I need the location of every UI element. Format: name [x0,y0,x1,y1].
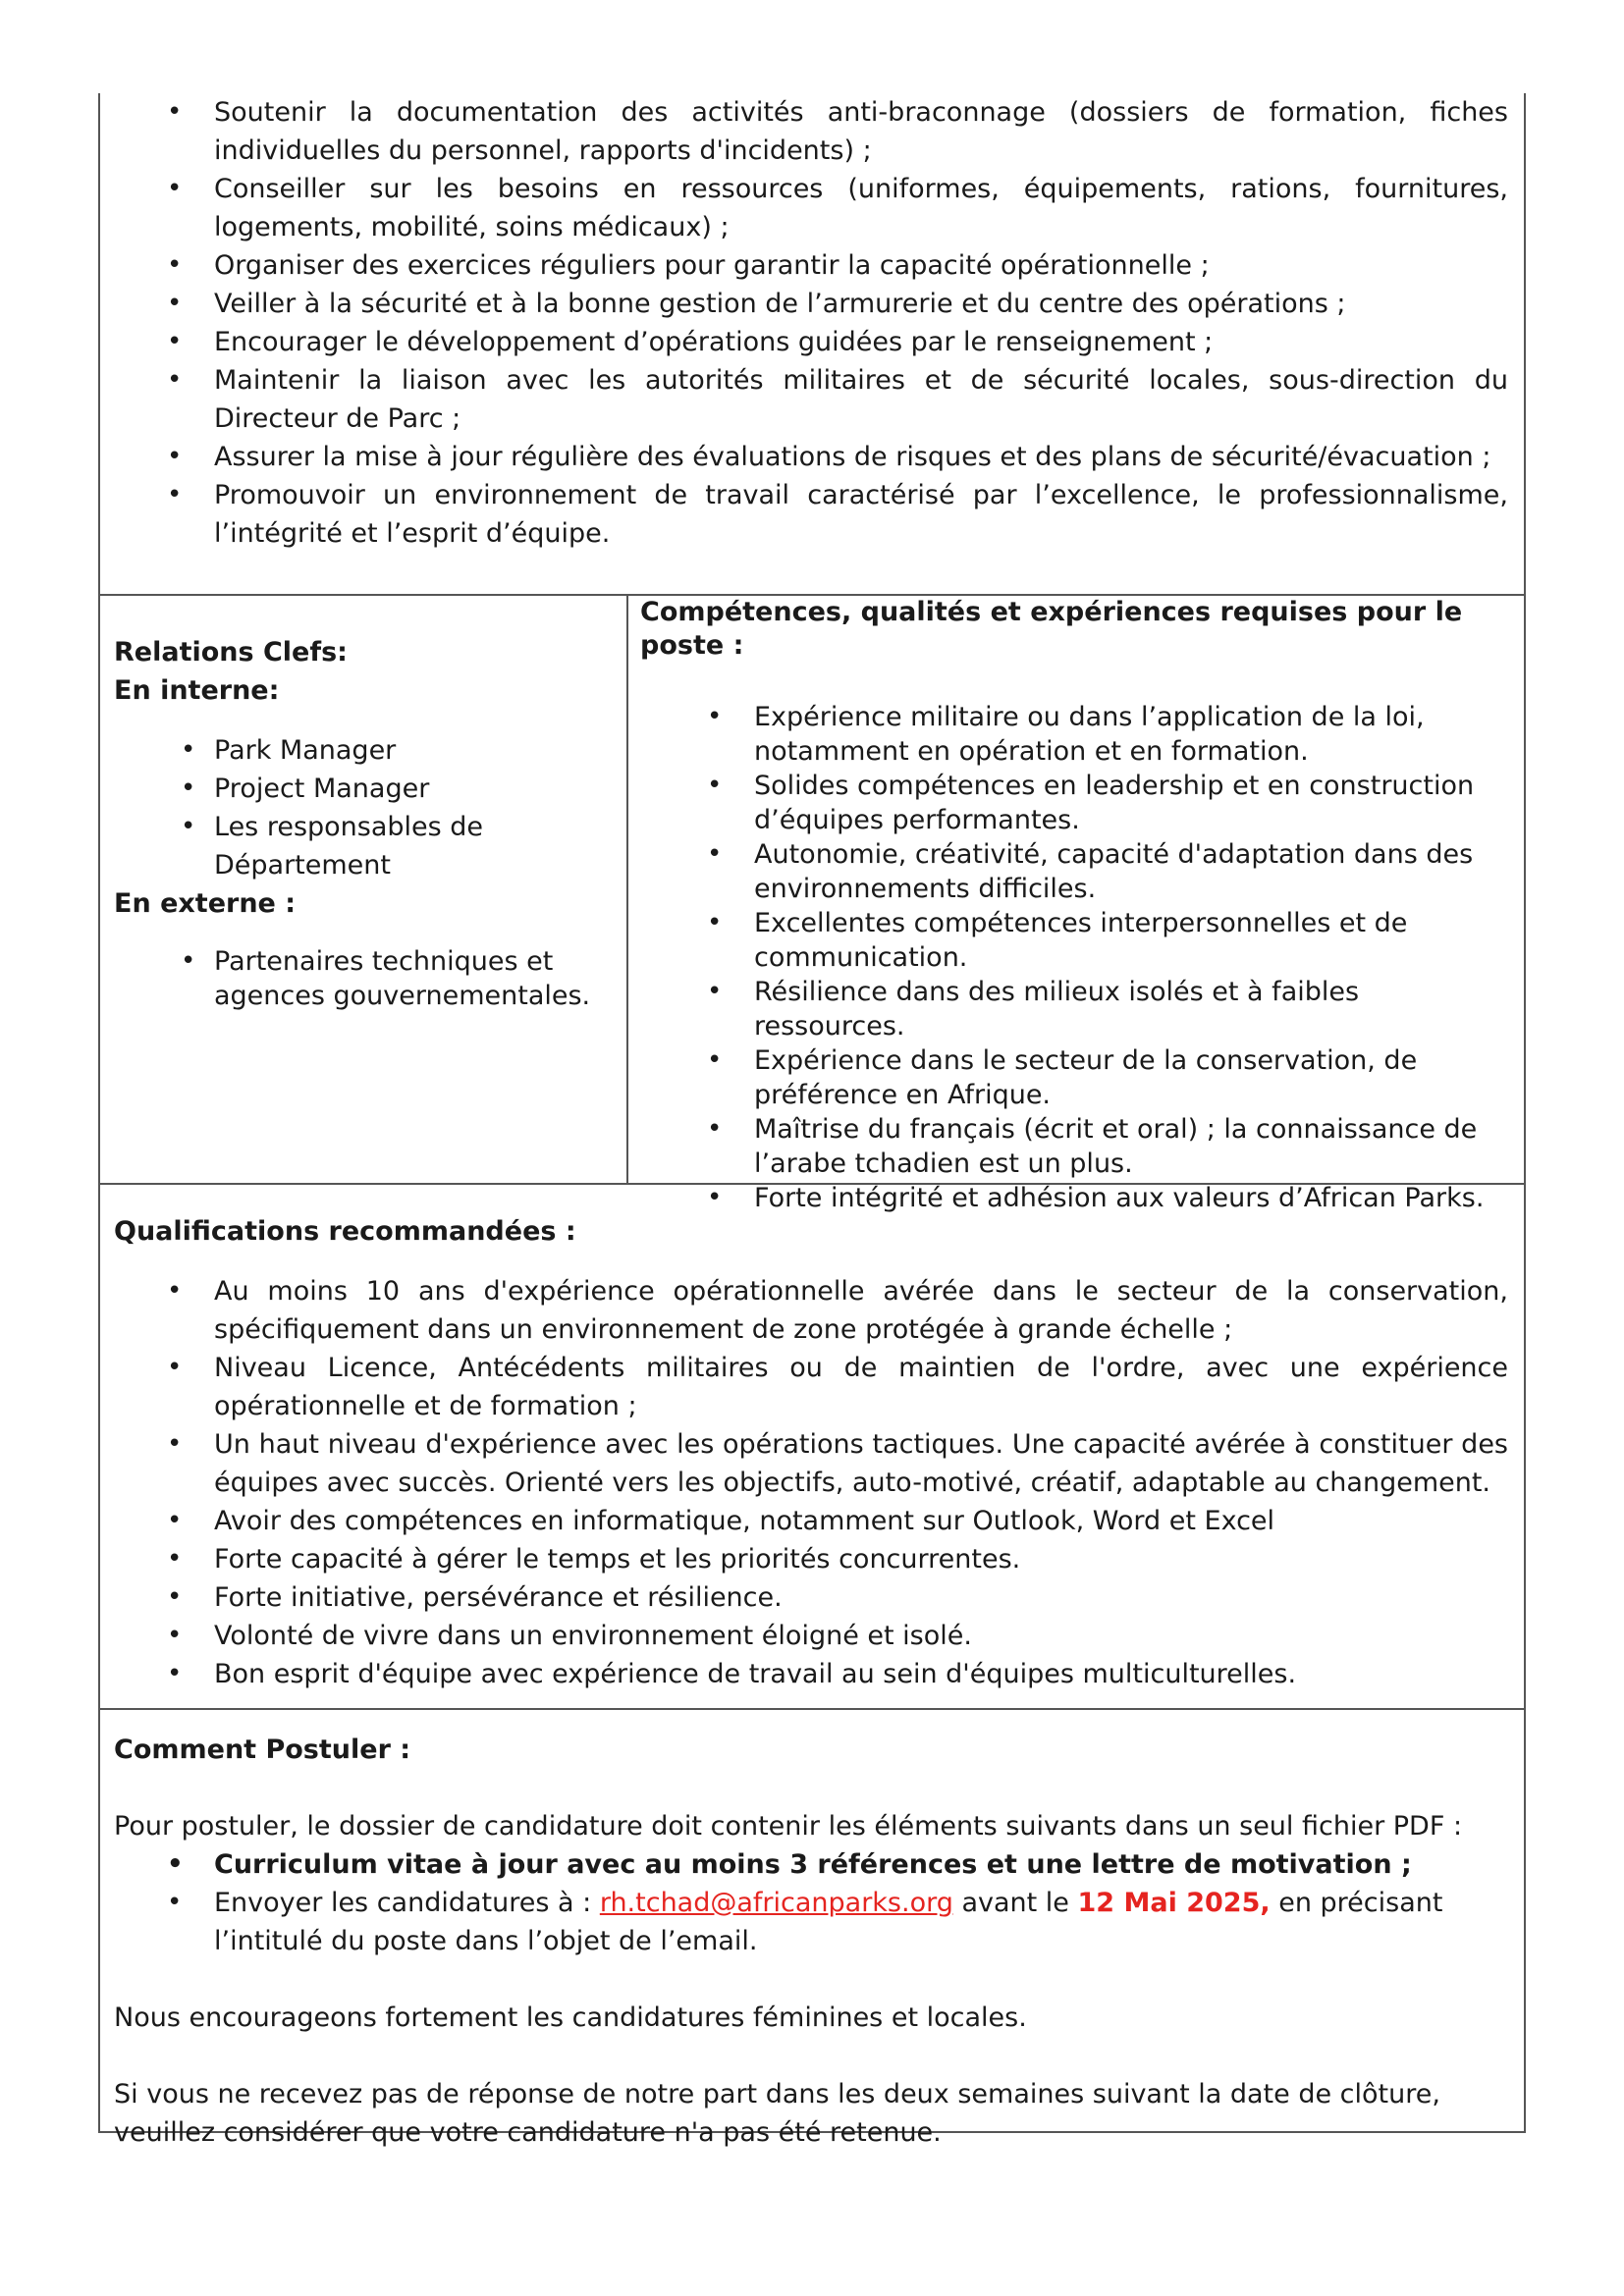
competences-list [640,700,1514,1215]
list-item: • Curriculum vitae à jour avec au moins 3 références et une lettre de motivation ; [100,1845,1508,1884]
list-item: • Project Manager [114,770,624,808]
list-item: • Veiller à la sécurité et à la bonne gestion de l’armurerie et du centre des opérations ; [100,285,1508,323]
divider [100,1183,1524,1185]
qualifications-list [100,1272,1508,1693]
list-item: • Maîtrise du français (écrit et oral) ; la connaissance de l’arabe tchadien est un plus. [640,1112,1514,1181]
apply-prefix: Envoyer les candidatures à : [214,1888,600,1918]
list-item: • Promouvoir un environnement de travail caractérisé par l’excellence, le professionnalisme, l’intégrité et l’esprit d’équipe. [100,476,1508,553]
duties-section [100,93,1524,553]
internal-list [114,731,624,884]
list-item: • Excellentes compétences interpersonnelles et de communication. [640,906,1514,975]
list-item: • Forte intégrité et adhésion aux valeurs d’African Parks. [640,1181,1514,1215]
list-item: • Conseiller sur les besoins en ressources (uniformes, équipements, rations, fournitures, logements, mobilité, soins médicaux) ; [100,170,1508,246]
external-title: En externe : [114,888,297,919]
list-item [100,1884,1508,1960]
list-item: • Niveau Licence, Antécédents militaires ou de maintien de l'ordre, avec une expérience opérationnelle et de formation ; [100,1349,1508,1425]
list-item: • Forte initiative, persévérance et résilience. [100,1578,1508,1617]
column-divider [626,594,628,1183]
list-item: • Un haut niveau d'expérience avec les opérations tactiques. Une capacité avérée à constituer des équipes avec succès. Orienté vers les objectifs, auto-motivé, créatif, adaptable au changement. [100,1425,1508,1502]
list-item: • Bon esprit d'équipe avec expérience de travail au sein d'équipes multiculturelles. [100,1655,1508,1693]
email-link[interactable]: rh.tchad@africanparks.org [599,1888,953,1918]
deadline: 12 Mai 2025, [1077,1888,1271,1918]
divider [100,1708,1524,1710]
list-item: • Soutenir la documentation des activités anti-braconnage (dossiers de formation, fiches individuelles du personnel, rapports d'incidents) ; [100,93,1508,170]
competences-title: Compétences, qualités et expériences requises pour le poste : [640,597,1463,661]
apply-title: Comment Postuler : [114,1735,411,1765]
closing-text: Si vous ne recevez pas de réponse de notre part dans les deux semaines suivant la date de clôture, veuillez considérer que votre candidature n'a pas été retenue. [114,2079,1440,2148]
internal-title: En interne: [114,675,280,706]
list-item: • Volonté de vivre dans un environnement éloigné et isolé. [100,1617,1508,1655]
list-item: • Autonomie, créativité, capacité d'adaptation dans des environnements difficiles. [640,837,1514,906]
list-item: • Expérience dans le secteur de la conservation, de préférence en Afrique. [640,1043,1514,1112]
apply-list [100,1845,1508,1960]
external-list [114,944,624,1013]
list-item: • Maintenir la liaison avec les autorités militaires et de sécurité locales, sous-direction du Directeur de Parc ; [100,361,1508,438]
list-item: • Forte capacité à gérer le temps et les priorités concurrentes. [100,1540,1508,1578]
duties-list [100,93,1508,553]
relations-title: Relations Clefs: [114,637,348,667]
qualifications-section [100,1212,1524,1693]
qualifications-title: Qualifications recommandées : [114,1216,576,1247]
list-item: • Solides compétences en leadership et en construction d’équipes performantes. [640,769,1514,837]
list-item: • Encourager le développement d’opérations guidées par le renseignement ; [100,323,1508,361]
encourage-text: Nous encourageons fortement les candidatures féminines et locales. [114,2002,1027,2033]
list-item: • Partenaires techniques et agences gouvernementales. [114,944,624,1013]
list-item: • Avoir des compétences en informatique, notamment sur Outlook, Word et Excel [100,1502,1508,1540]
apply-suffix: en précisant l’intitulé du poste dans l’objet de l’email. [214,1888,1443,1956]
list-item: • Au moins 10 ans d'expérience opérationnelle avérée dans le secteur de la conservation, spécifiquement dans un environnement de zone protégée à grande échelle ; [100,1272,1508,1349]
document-table [98,93,1526,2148]
list-item: • Organiser des exercices réguliers pour garantir la capacité opérationnelle ; [100,246,1508,285]
list-item: • Les responsables de Département [114,808,624,884]
list-item: • Résilience dans des milieux isolés et à faibles ressources. [640,975,1514,1043]
competences-section [640,596,1514,1215]
list-item: • Expérience militaire ou dans l’application de la loi, notamment en opération et en formation. [640,700,1514,769]
list-item: • Park Manager [114,731,624,770]
list-item: • Assurer la mise à jour régulière des évaluations de risques et des plans de sécurité/évacuation ; [100,438,1508,476]
apply-mid: avant le [952,1888,1078,1918]
relations-section [114,633,624,1013]
apply-intro: Pour postuler, le dossier de candidature doit contenir les éléments suivants dans un seul fichier PDF : [114,1811,1463,1842]
apply-section [100,1731,1524,2152]
